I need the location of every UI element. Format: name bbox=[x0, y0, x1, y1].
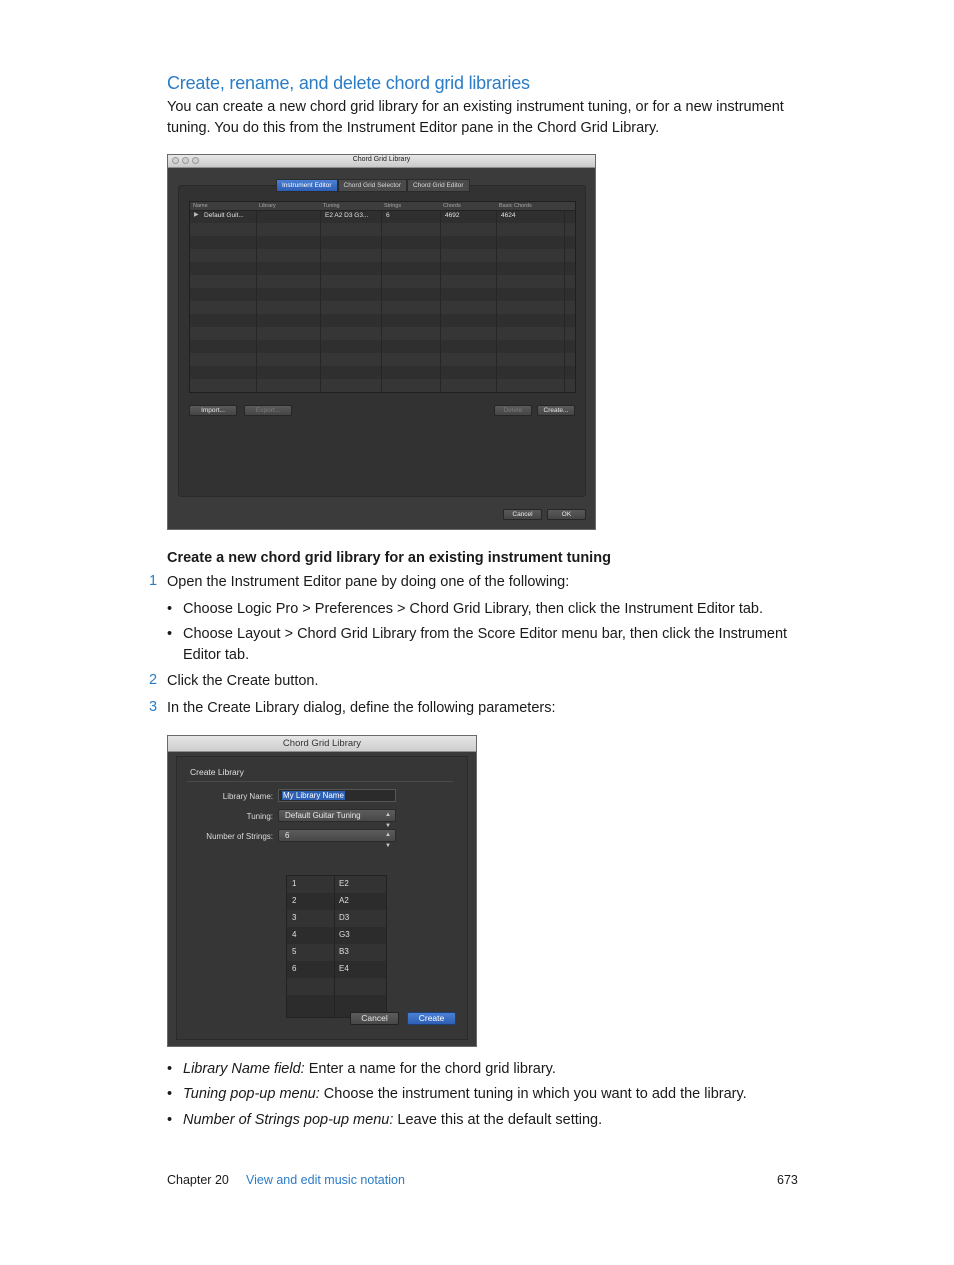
bullet-text-continued: Editor tab. bbox=[183, 647, 250, 663]
column-divider bbox=[256, 210, 257, 392]
intro-paragraph: You can create a new chord grid library for an existing instrument tuning, or for a new instrument tuning. You do this from the Instrument Editor pane in the Chord Grid Library. bbox=[167, 99, 784, 136]
param-tuning bbox=[183, 1084, 747, 1105]
tab-instrument-editor[interactable]: Instrument Editor bbox=[276, 179, 338, 192]
param-library-name bbox=[183, 1059, 556, 1080]
bullet-marker: • bbox=[167, 601, 173, 617]
strings-value: 6 bbox=[285, 831, 290, 840]
table-row[interactable] bbox=[287, 927, 386, 944]
column-header-tuning[interactable]: Tuning bbox=[323, 203, 340, 209]
param-description: Enter a name for the chord grid library. bbox=[304, 1061, 556, 1077]
create-button[interactable]: Create... bbox=[537, 405, 575, 416]
param-description: Choose the instrument tuning in which you want to add the library. bbox=[319, 1086, 747, 1102]
export-button[interactable]: Export... bbox=[244, 405, 292, 416]
table-row[interactable] bbox=[287, 876, 386, 893]
library-name-field[interactable] bbox=[278, 789, 396, 802]
table-stripe bbox=[190, 327, 575, 340]
column-divider bbox=[564, 210, 565, 392]
table-stripe bbox=[190, 301, 575, 314]
string-number: 1 bbox=[292, 879, 297, 888]
step-text: Open the Instrument Editor pane by doing one of the following: bbox=[167, 574, 570, 590]
string-number: 6 bbox=[292, 964, 297, 973]
column-divider bbox=[320, 210, 321, 392]
ok-button[interactable]: OK bbox=[547, 509, 586, 520]
column-divider bbox=[334, 876, 335, 1017]
cell-chords: 4692 bbox=[445, 212, 460, 219]
table-stripe bbox=[190, 249, 575, 262]
footer-chapter-link[interactable]: View and edit music notation bbox=[246, 1173, 405, 1187]
column-divider bbox=[381, 210, 382, 392]
bullet-marker: • bbox=[167, 626, 173, 642]
bullet-text: Choose Layout > Chord Grid Library from the Score Editor menu bar, then click the Instrument bbox=[183, 626, 788, 642]
table-row[interactable] bbox=[287, 893, 386, 910]
table-row[interactable] bbox=[287, 910, 386, 927]
create-library-sheet bbox=[176, 756, 468, 1040]
table-stripe bbox=[190, 275, 575, 288]
column-header-chords[interactable]: Chords bbox=[443, 203, 461, 209]
instrument-table bbox=[189, 201, 576, 393]
string-note: E4 bbox=[339, 964, 349, 973]
tab-chord-grid-selector[interactable]: Chord Grid Selector bbox=[338, 179, 407, 192]
cell-strings: 6 bbox=[386, 212, 390, 219]
table-stripe bbox=[190, 223, 575, 236]
chevron-up-down-icon: ▲ ▼ bbox=[385, 812, 391, 829]
cell-basic-chords: 4624 bbox=[501, 212, 516, 219]
window-title: Chord Grid Library bbox=[352, 156, 411, 163]
string-number: 5 bbox=[292, 947, 297, 956]
table-header bbox=[190, 202, 575, 211]
library-name-value: My Library Name bbox=[283, 791, 344, 800]
cancel-button[interactable]: Cancel bbox=[350, 1012, 399, 1025]
column-divider bbox=[496, 210, 497, 392]
number-of-strings-popup[interactable] bbox=[278, 829, 396, 849]
window-titlebar bbox=[168, 736, 476, 752]
chord-grid-library-window bbox=[167, 154, 596, 530]
delete-button[interactable]: Delete bbox=[494, 405, 532, 416]
table-stripe bbox=[190, 379, 575, 392]
cell-tuning: E2 A2 D3 G3... bbox=[325, 212, 369, 219]
column-header-strings[interactable]: Strings bbox=[384, 203, 402, 209]
cell-name: Default Guit... bbox=[204, 212, 244, 219]
step-number: 3 bbox=[149, 699, 158, 715]
string-note: D3 bbox=[339, 913, 350, 922]
procedure-heading: Create a new chord grid library for an existing instrument tuning bbox=[167, 550, 611, 566]
chevron-up-down-icon: ▲ ▼ bbox=[385, 832, 391, 849]
divider bbox=[187, 781, 453, 782]
string-note: G3 bbox=[339, 930, 350, 939]
disclosure-triangle-icon[interactable]: ▶ bbox=[194, 212, 199, 218]
string-note: A2 bbox=[339, 896, 349, 905]
window-title: Chord Grid Library bbox=[282, 738, 362, 749]
sheet-title: Create Library bbox=[190, 767, 244, 777]
create-button[interactable]: Create bbox=[407, 1012, 456, 1025]
bullet-marker: • bbox=[167, 1061, 173, 1077]
tuning-value: Default Guitar Tuning bbox=[285, 811, 361, 820]
table-row-empty bbox=[287, 978, 386, 995]
column-header-library[interactable]: Library bbox=[259, 203, 276, 209]
param-term: Library Name field: bbox=[183, 1061, 305, 1077]
library-name-label: Library Name: bbox=[222, 792, 273, 801]
table-row[interactable] bbox=[287, 961, 386, 978]
param-description: Leave this at the default setting. bbox=[393, 1112, 603, 1128]
window-titlebar bbox=[168, 155, 595, 168]
string-number: 2 bbox=[292, 896, 297, 905]
step-number: 1 bbox=[149, 573, 158, 589]
footer-chapter: Chapter 20 bbox=[167, 1173, 229, 1187]
tab-bar bbox=[276, 179, 470, 192]
string-note: E2 bbox=[339, 879, 349, 888]
bullet-marker: • bbox=[167, 1112, 173, 1128]
table-stripe bbox=[190, 353, 575, 366]
column-header-name[interactable]: Name bbox=[193, 203, 208, 209]
table-row[interactable] bbox=[287, 944, 386, 961]
bullet-marker: • bbox=[167, 1086, 173, 1102]
param-strings bbox=[183, 1110, 602, 1131]
create-library-window bbox=[167, 735, 477, 1047]
column-header-basic-chords[interactable]: Basic Chords bbox=[499, 203, 532, 209]
string-number: 4 bbox=[292, 930, 297, 939]
tuning-label: Tuning: bbox=[246, 812, 273, 821]
import-button[interactable]: Import... bbox=[189, 405, 237, 416]
step-number: 2 bbox=[149, 672, 158, 688]
section-heading: Create, rename, and delete chord grid libraries bbox=[167, 73, 530, 93]
tuning-popup[interactable] bbox=[278, 809, 396, 829]
tab-chord-grid-editor[interactable]: Chord Grid Editor bbox=[407, 179, 470, 192]
page-number: 673 bbox=[777, 1173, 798, 1187]
step-text: Click the Create button. bbox=[167, 673, 319, 689]
column-divider bbox=[440, 210, 441, 392]
table-row-empty bbox=[287, 995, 386, 1012]
string-number: 3 bbox=[292, 913, 297, 922]
param-term: Tuning pop-up menu: bbox=[183, 1086, 320, 1102]
strings-table bbox=[286, 875, 387, 1018]
string-note: B3 bbox=[339, 947, 349, 956]
bullet-text: Choose Logic Pro > Preferences > Chord Grid Library, then click the Instrument Editor tab. bbox=[183, 601, 764, 617]
param-term: Number of Strings pop-up menu: bbox=[183, 1112, 394, 1128]
cancel-button[interactable]: Cancel bbox=[503, 509, 542, 520]
strings-label: Number of Strings: bbox=[206, 832, 273, 841]
step-text: In the Create Library dialog, define the following parameters: bbox=[167, 700, 556, 716]
